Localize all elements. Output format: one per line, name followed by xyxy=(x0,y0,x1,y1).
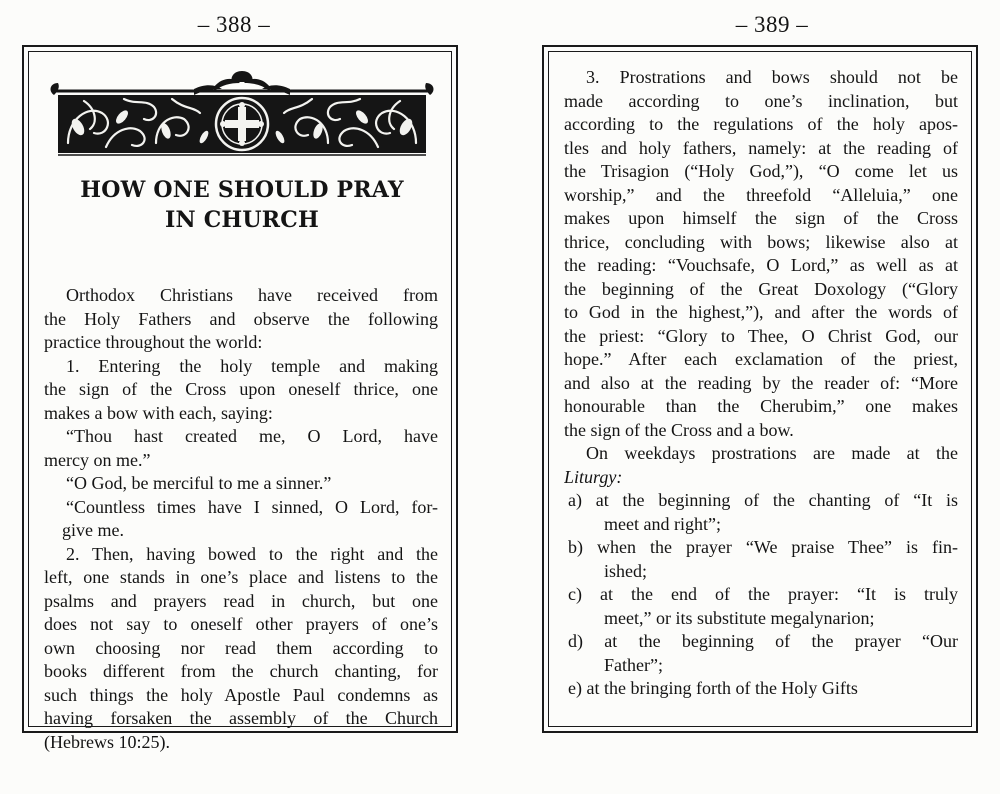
text-line: psalms and prayers read in church, but one xyxy=(44,590,438,611)
chapter-heading xyxy=(24,175,460,235)
text-line: give me. xyxy=(62,520,124,540)
right-page-frame xyxy=(542,45,978,733)
text-line: according to the regulations of the holy apos- xyxy=(564,114,958,134)
ornamental-headpiece xyxy=(44,69,440,165)
text-line: makes upon himself the sign of the Cross xyxy=(564,208,958,228)
text-line: meet and right”; xyxy=(604,513,721,534)
text-line: the sign of the Cross and a bow. xyxy=(564,419,794,440)
list-item-e: e) at the bringing forth of the Holy Gifts xyxy=(568,678,858,698)
text-line: own choosing nor read them according to xyxy=(44,637,438,658)
list-item-d: d) at the beginning of the prayer “Our xyxy=(568,631,958,651)
text-line: “Thou hast created me, O Lord, have xyxy=(66,426,438,446)
text-line: does not say to oneself other prayers of one’s xyxy=(44,614,438,634)
text-line: makes a bow with each, saying: xyxy=(44,402,273,423)
text-line: (Hebrews 10:25). xyxy=(44,731,170,752)
list-item-a: a) at the beginning of the chanting of “It is xyxy=(568,490,958,510)
text-line: thrice, concluding with bows; likewise also at xyxy=(564,231,958,252)
text-line: Father”; xyxy=(604,654,663,675)
text-line: books different from the church chanting, for xyxy=(44,661,438,681)
text-line: On weekdays prostrations are made at the xyxy=(586,443,958,463)
list-item-c: c) at the end of the prayer: “It is truly xyxy=(568,584,958,604)
text-line: Orthodox Christians have received from xyxy=(66,285,438,305)
text-line: the sign of the Cross upon oneself thrice, one xyxy=(44,379,438,399)
text-line: worship,” and the threefold “Alleluia,” one xyxy=(564,184,958,205)
text-line: ished; xyxy=(604,560,647,581)
page-number-right: – 389 – xyxy=(735,12,809,37)
text-line: mercy on me.” xyxy=(44,449,151,470)
right-page-text xyxy=(564,66,958,701)
text-line: 1. Entering the holy temple and making xyxy=(66,355,438,376)
text-line: meet,” or its substitute megalynarion; xyxy=(604,607,875,628)
text-line: made according to one’s inclination, but xyxy=(564,90,958,111)
text-line: the Holy Fathers and observe the following xyxy=(44,308,438,329)
text-line: left, one stands in one’s place and listens to the xyxy=(44,567,438,587)
page-number-left: – 388 – xyxy=(197,12,271,37)
text-line: the Trisagion (“Holy God,”), “O come let us xyxy=(564,161,958,181)
text-line: tles and holy fathers, namely: at the reading of xyxy=(564,137,958,158)
text-line xyxy=(564,466,958,490)
left-page-text xyxy=(44,284,438,754)
text-line: the priest: “Glory to Thee, O Christ God, our xyxy=(564,325,958,346)
text-line: and also at the reading by the reader of: “More xyxy=(564,372,958,393)
text-line: practice throughout the world: xyxy=(44,332,263,352)
list-item-b: b) when the prayer “We praise Thee” is fin- xyxy=(568,537,958,557)
heading-line-1: HOW ONE SHOULD PRAY xyxy=(80,177,404,203)
text-line: having forsaken the assembly of the Church xyxy=(44,708,438,728)
text-line: the reading: “Vouchsafe, O Lord,” as well as at xyxy=(564,255,958,275)
text-line: 2. Then, having bowed to the right and the xyxy=(66,543,438,564)
text-line: “O God, be merciful to me a sinner.” xyxy=(66,473,332,493)
text-line: honourable than the Cherubim,” one makes xyxy=(564,396,958,416)
text-line: to God in the highest,”), and after the words of xyxy=(564,302,958,322)
left-page-frame xyxy=(22,45,458,752)
text-line: 3. Prostrations and bows should not be xyxy=(586,67,958,87)
text-line: such things the holy Apostle Paul condemns as xyxy=(44,684,438,705)
liturgy-label: Liturgy: xyxy=(564,466,623,487)
text-line: “Countless times have I sinned, O Lord, for- xyxy=(66,496,438,517)
text-line: the beginning of the Great Doxology (“Glory xyxy=(564,278,958,299)
heading-line-2: IN CHURCH xyxy=(165,207,319,233)
text-line: hope.” After each exclamation of the priest, xyxy=(564,349,958,369)
